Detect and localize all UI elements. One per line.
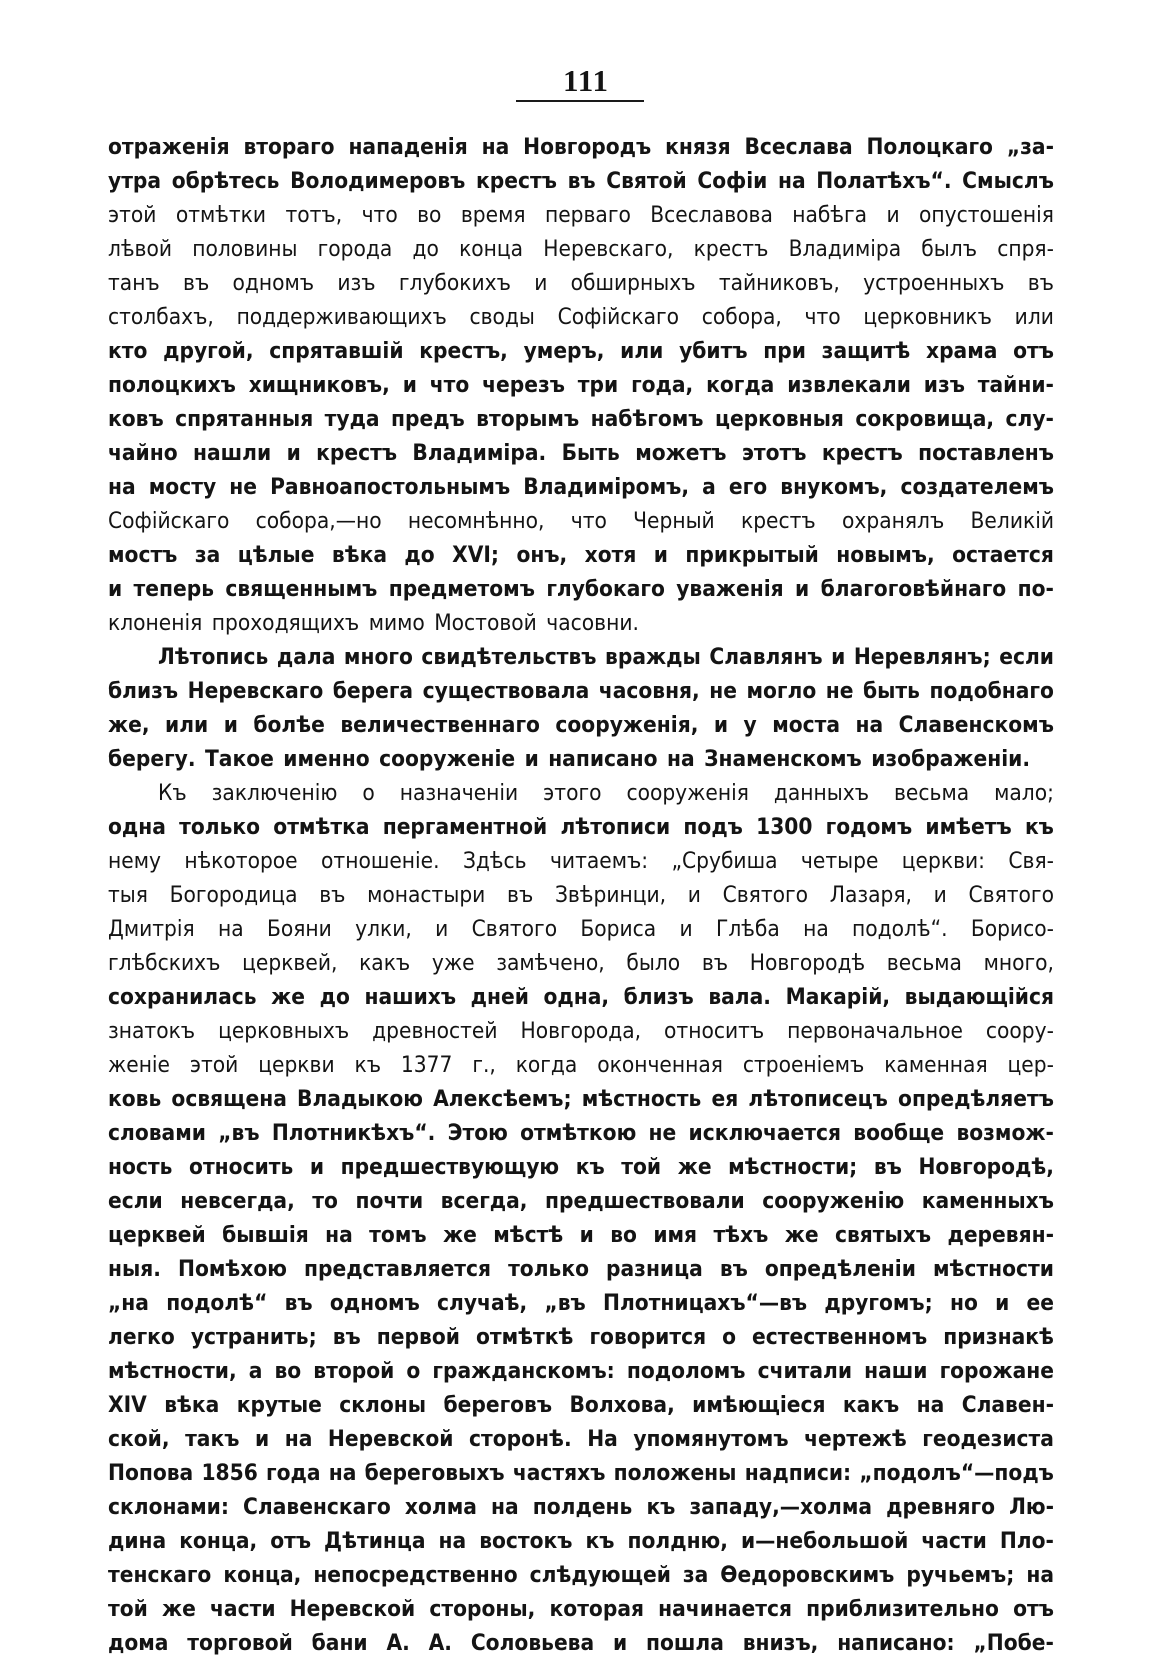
text-line: Къ заключенію о назначеніи этого сооруженія данныхъ весьма мало; [158,780,1054,806]
text-line: берегу. Такое именно сооруженіе и написано на Знаменскомъ изображеніи. [108,746,1031,772]
text-line: если невсегда, то почти всегда, предшествовали сооруженію каменныхъ [108,1188,1054,1214]
text-line: клоненія проходящихъ мимо Мостовой часовни. [108,610,639,636]
text-line: отраженія втораго нападенія на Новгородъ князя Всеслава Полоцкаго „за- [108,134,1054,160]
text-line: танъ въ одномъ изъ глубокихъ и обширныхъ тайниковъ, устроенныхъ въ [108,270,1054,296]
text-line: легко устранить; въ первой отмѣткѣ говорится о естественномъ признакѣ [108,1324,1054,1350]
text-line: Лѣтопись дала много свидѣтельствъ вражды Славлянъ и Неревлянъ; если [158,644,1054,670]
text-line: словами „въ Плотникѣхъ“. Этою отмѣткою не исключается вообще возмож- [108,1120,1054,1146]
page-number-rule [516,100,644,102]
text-line: Попова 1856 года на береговыхъ частяхъ положены надписи: „подолъ“—подъ [108,1460,1054,1486]
text-line: одна только отмѣтка пергаментной лѣтописи подъ 1300 годомъ имѣетъ къ [108,814,1054,840]
text-line: дина конца, отъ Дѣтинца на востокъ къ полдню, и—небольшой части Пло- [108,1528,1054,1554]
text-line: тенскаго конца, непосредственно слѣдующей за Ѳедоровскимъ ручьемъ; на [108,1562,1054,1588]
text-line: близъ Неревскаго берега существовала часовня, не могло не быть подобнаго [108,678,1054,704]
text-line: той же части Неревской стороны, которая начинается приблизительно отъ [108,1596,1054,1622]
text-line: церквей бывшія на томъ же мѣстѣ и во имя тѣхъ же святыхъ деревян- [108,1222,1054,1248]
text-line: мѣстности, а во второй о гражданскомъ: подоломъ считали наши горожане [108,1358,1054,1384]
text-line: сохранилась же до нашихъ дней одна, близъ вала. Макарій, выдающійся [108,984,1054,1010]
text-line: ской, такъ и на Неревской сторонѣ. На упомянутомъ чертежѣ геодезиста [108,1426,1054,1452]
text-line: утра обрѣтесь Володимеровъ крестъ въ Святой Софіи на Полатѣхъ“. Смыслъ [108,168,1054,194]
text-line: столбахъ, поддерживающихъ своды Софійскаго собора, что церковникъ или [108,304,1054,330]
text-line: и теперь священнымъ предметомъ глубокаго уваженія и благоговѣйнаго по- [108,576,1054,602]
text-line: лѣвой половины города до конца Неревскаго, крестъ Владиміра былъ спря- [108,236,1054,262]
text-line: склонами: Славенскаго холма на полдень къ западу,—холма древняго Лю- [108,1494,1054,1520]
text-line: ность относить и предшествующую къ той же мѣстности; въ Новгородѣ, [108,1154,1054,1180]
text-line: Софійскаго собора,—но несомнѣнно, что Черный крестъ охранялъ Великій [108,508,1054,534]
text-line: „на подолѣ“ въ одномъ случаѣ, „въ Плотницахъ“—въ другомъ; но и ее [108,1290,1054,1316]
text-line: нему нѣкоторое отношеніе. Здѣсь читаемъ: „Срубиша четыре церкви: Свя- [108,848,1054,874]
text-line: Дмитрія на Бояни улки, и Святого Бориса и Глѣба на подолѣ“. Борисо- [108,916,1054,942]
text-line: этой отмѣтки тотъ, что во время перваго Всеславова набѣга и опустошенія [108,202,1054,228]
text-line: ковь освящена Владыкою Алексѣемъ; мѣстность ея лѣтописецъ опредѣляетъ [108,1086,1054,1112]
text-line: ковъ спрятанныя туда предъ вторымъ набѣгомъ церковныя сокровища, слу- [108,406,1054,432]
page-number: 111 [562,63,610,98]
text-line: же, или и болѣе величественнаго сооруженія, и у моста на Славенскомъ [108,712,1054,738]
text-line: чайно нашли и крестъ Владиміра. Быть можетъ этотъ крестъ поставленъ [108,440,1054,466]
text-line: знатокъ церковныхъ древностей Новгорода, относитъ первоначальное соору- [108,1018,1054,1044]
body-text [108,130,1054,1660]
text-line: женіе этой церкви къ 1377 г., когда оконченная строеніемъ каменная цер- [108,1052,1054,1078]
text-line: глѣбскихъ церквей, какъ уже замѣчено, было въ Новгородѣ весьма много, [108,950,1054,976]
text-line: дома торговой бани А. А. Соловьева и пошла внизъ, написано: „Побе- [108,1630,1054,1656]
text-line: на мосту не Равноапостольнымъ Владиміромъ, а его внукомъ, создателемъ [108,474,1054,500]
text-line: тыя Богородица въ монастыри въ Звѣринци, и Святого Лазаря, и Святого [108,882,1054,908]
text-line: полоцкихъ хищниковъ, и что черезъ три года, когда извлекали изъ тайни- [108,372,1054,398]
text-line: кто другой, спрятавшій крестъ, умеръ, или убитъ при защитѣ храма отъ [108,338,1054,364]
text-line: XIV вѣка крутые склоны береговъ Волхова, имѣющіеся какъ на Славен- [108,1392,1054,1418]
text-line: ныя. Помѣхою представляется только разница въ опредѣленіи мѣстности [108,1256,1054,1282]
text-line: мостъ за цѣлые вѣка до XVI; онъ, хотя и прикрытый новымъ, остается [108,542,1054,568]
